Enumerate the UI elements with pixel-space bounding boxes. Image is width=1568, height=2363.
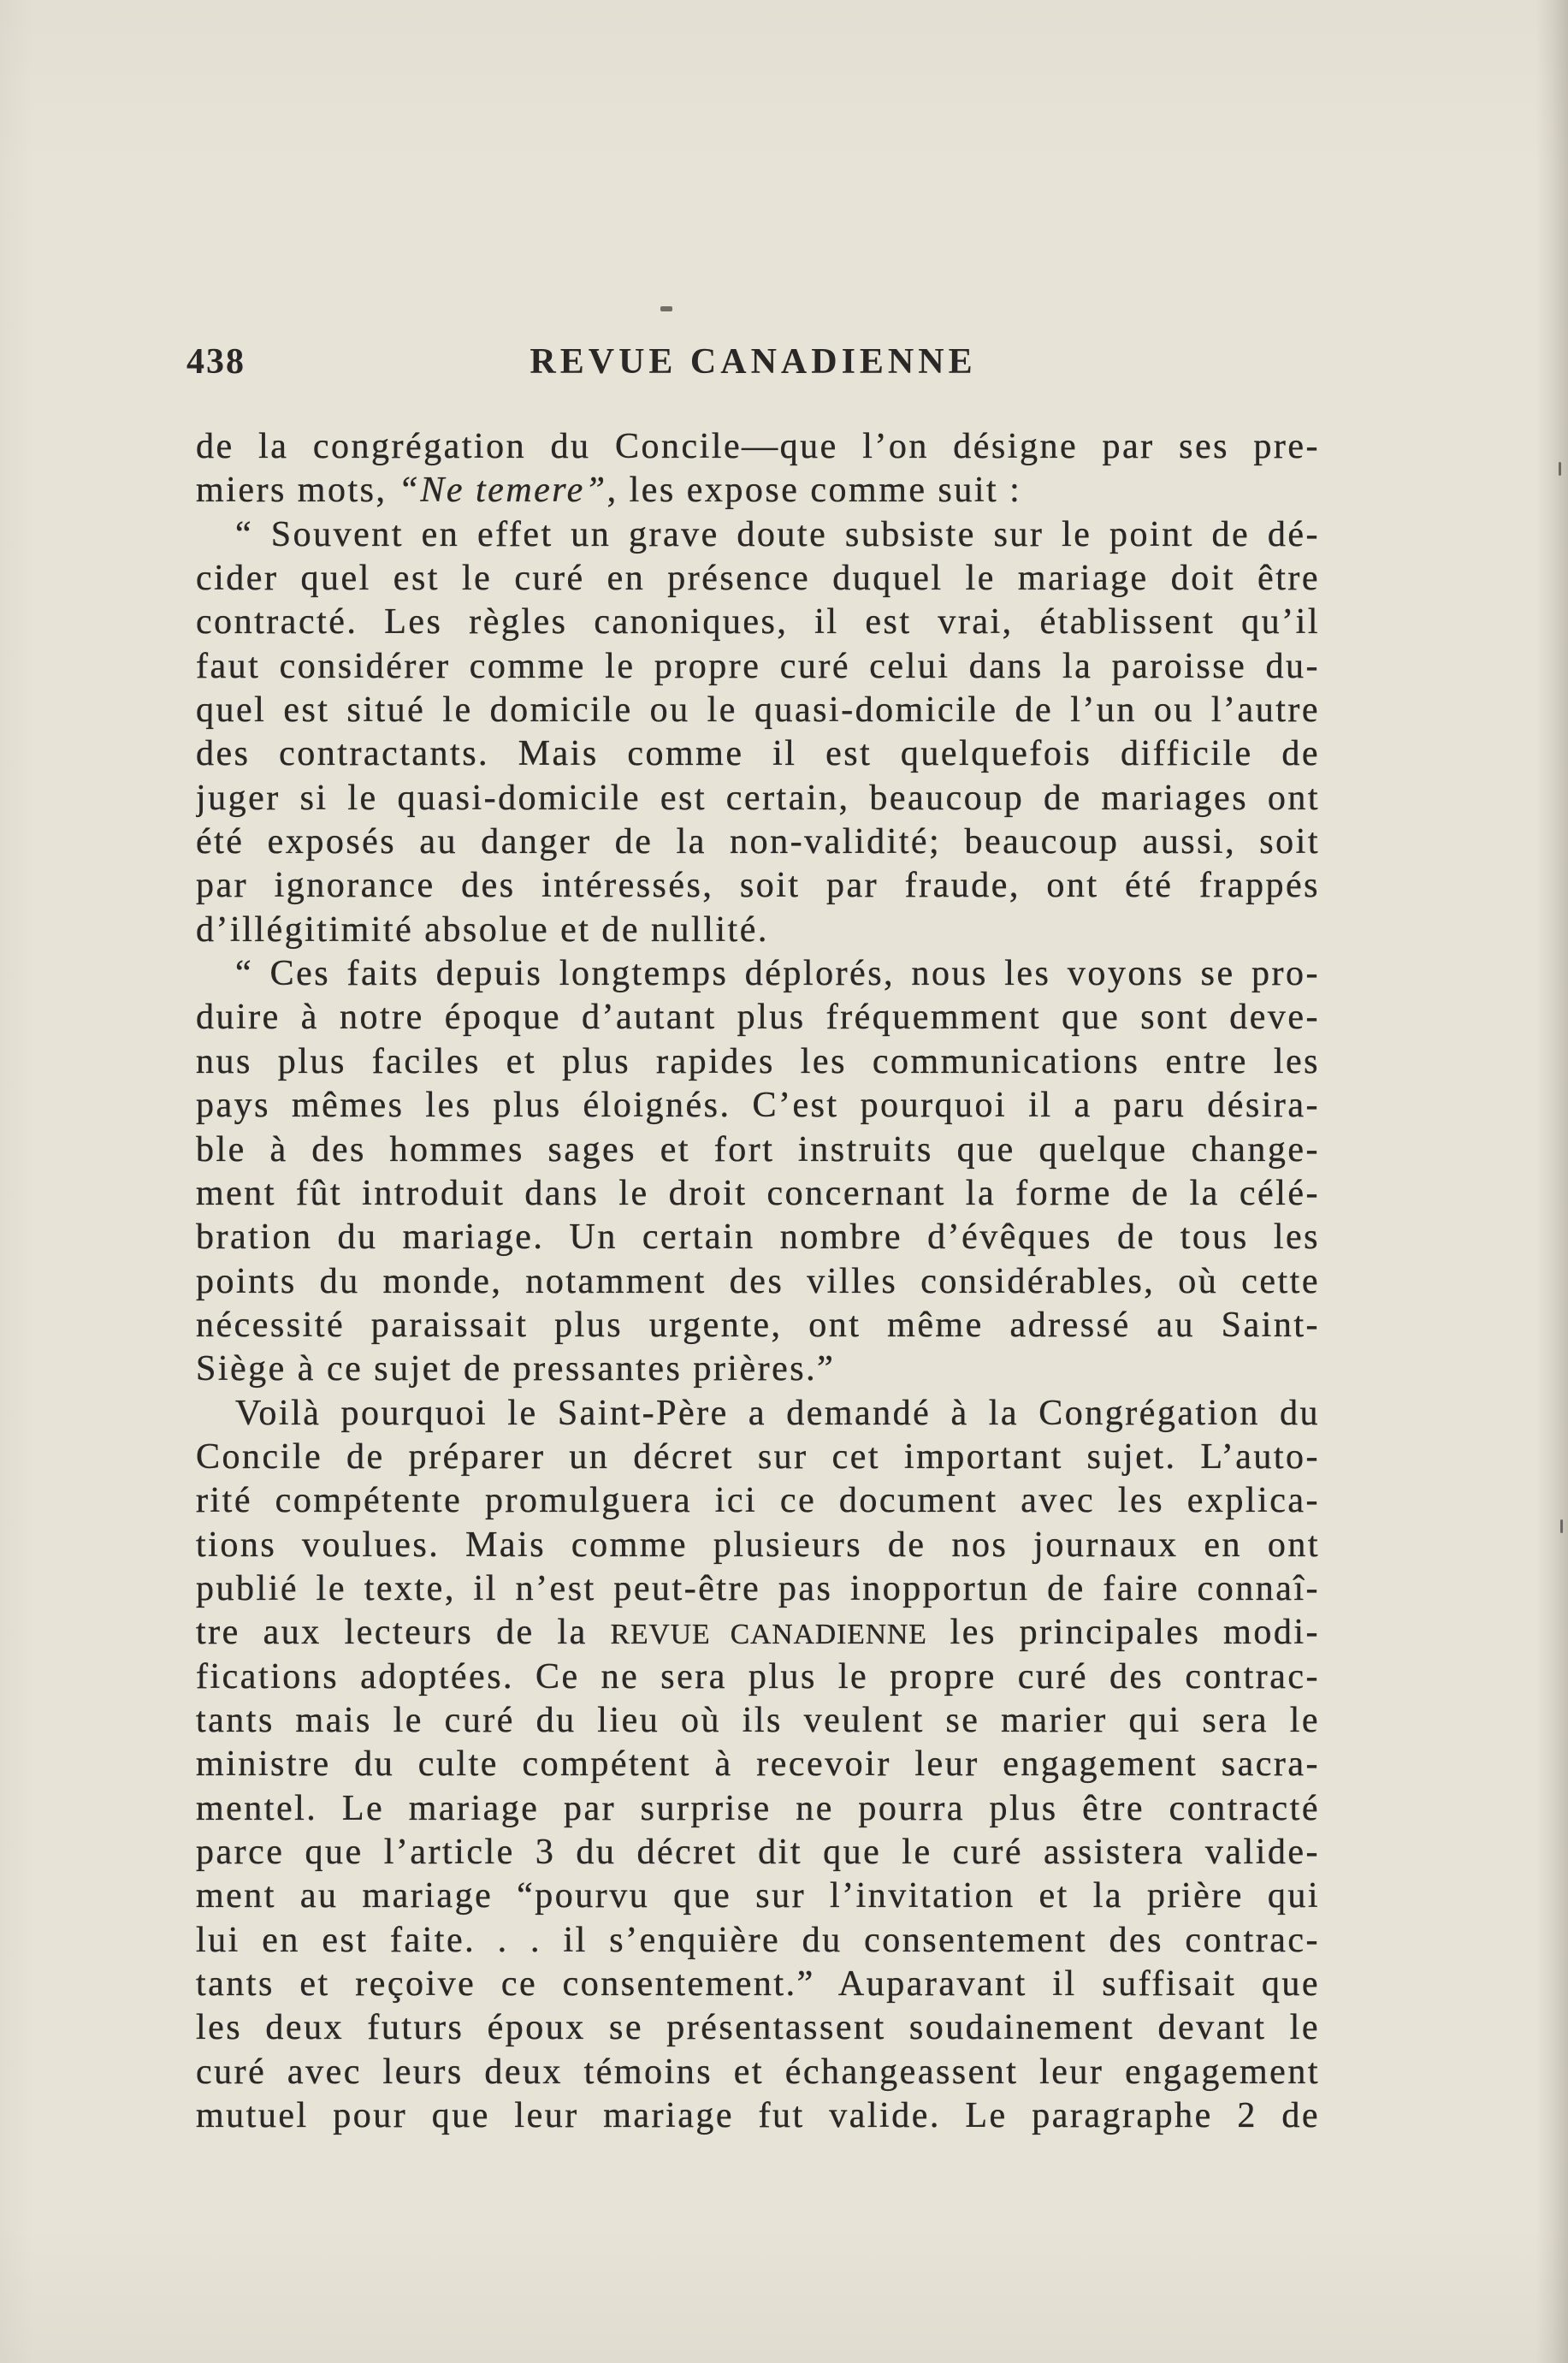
body-text bbox=[196, 425, 1320, 2138]
text-line: nécessité paraissait plus urgente, ont même adressé au Saint- bbox=[196, 1305, 1320, 1345]
text-line: tions voulues. Mais comme plusieurs de nos journaux en ont bbox=[196, 1525, 1320, 1565]
text-line: d’illégitimité absolue et de nullité. bbox=[196, 909, 769, 950]
running-title: REVUE CANADIENNE bbox=[530, 342, 977, 382]
text-line: curé avec leurs deux témoins et échangeassent leur engagement bbox=[196, 2052, 1320, 2092]
text-line: ment au mariage “pourvu que sur l’invitation et la prière qui bbox=[196, 1876, 1320, 1916]
text-line: ministre du culte compétent à recevoir leur engagement sacra- bbox=[196, 1744, 1320, 1785]
text-line: duire à notre époque d’autant plus fréquemment que sont deve- bbox=[196, 998, 1320, 1038]
text-line: ble à des hommes sages et fort instruits que quelque change- bbox=[196, 1129, 1320, 1170]
text-line: Concile de préparer un décret sur cet important sujet. L’auto- bbox=[196, 1436, 1320, 1477]
text-line: pays mêmes les plus éloignés. C’est pourquoi il a paru désira- bbox=[196, 1086, 1320, 1126]
text-line: tants et reçoive ce consentement.” Auparavant il suffisait que bbox=[196, 1964, 1320, 2005]
text-span: tre aux lecteurs de la bbox=[196, 1613, 611, 1653]
text-line: faut considérer comme le propre curé celui dans la paroisse du- bbox=[196, 646, 1320, 686]
text-span: les principales modi- bbox=[926, 1613, 1320, 1653]
italic-phrase: “Ne temere” bbox=[398, 471, 607, 511]
text-line: contracté. Les règles canoniques, il est vrai, établissent qu’il bbox=[196, 602, 1320, 643]
text-line: “ Ces faits depuis longtemps déplorés, nous les voyons se pro- bbox=[235, 954, 1320, 994]
text-line: ment fût introduit dans le droit concernant la forme de la célé- bbox=[196, 1173, 1320, 1213]
text-line: les deux futurs époux se présentassent soudainement devant le bbox=[196, 2008, 1320, 2048]
text-line: tants mais le curé du lieu où ils veulent se marier qui sera le bbox=[196, 1700, 1320, 1740]
text-line: nus plus faciles et plus rapides les communications entre les bbox=[196, 1041, 1320, 1081]
text-line: mutuel pour que leur mariage fut valide. Le paragraphe 2 de bbox=[196, 2096, 1320, 2136]
text-line bbox=[196, 469, 1320, 512]
running-header bbox=[186, 339, 1320, 385]
text-span: , les expose comme suit : bbox=[606, 471, 1022, 511]
small-caps-title: REVUE CANADIENNE bbox=[610, 1619, 927, 1651]
text-line: des contractants. Mais comme il est quelquefois difficile de bbox=[196, 734, 1320, 774]
text-line: juger si le quasi-domicile est certain, beaucoup de mariages ont bbox=[196, 778, 1320, 818]
text-line: points du monde, notamment des villes considérables, où cette bbox=[196, 1261, 1320, 1301]
scan-speck bbox=[660, 306, 672, 311]
text-line: “ Souvent en effet un grave doute subsiste sur le point de dé- bbox=[235, 514, 1320, 554]
text-line: rité compétente promulguera ici ce document avec les explica- bbox=[196, 1481, 1320, 1521]
text-line: parce que l’article 3 du décret dit que le curé assistera valide- bbox=[196, 1833, 1320, 1872]
text-line: fications adoptées. Ce ne sera plus le propre curé des contrac- bbox=[196, 1656, 1320, 1697]
text-line: Siège à ce sujet de pressantes prières.” bbox=[196, 1349, 836, 1389]
text-line: Voilà pourquoi le Saint-Père a demandé à la Congrégation du bbox=[235, 1393, 1320, 1433]
scan-speck bbox=[1559, 462, 1561, 476]
text-line: été exposés au danger de la non-validité; beaucoup aussi, soit bbox=[196, 822, 1320, 862]
text-line: publié le texte, il n’est peut-être pas inopportun de faire connaî- bbox=[196, 1568, 1320, 1608]
text-line: mentel. Le mariage par surprise ne pourra plus être contracté bbox=[196, 1788, 1320, 1828]
page-number: 438 bbox=[186, 342, 246, 382]
text-span: miers mots, bbox=[196, 471, 399, 511]
text-line: quel est situé le domicile ou le quasi-domicile de l’un ou l’autre bbox=[196, 690, 1320, 731]
text-line: lui en est faite. . . il s’enquière du consentement des contrac- bbox=[196, 1920, 1320, 1960]
scan-speck bbox=[1560, 1519, 1563, 1533]
text-line bbox=[196, 1611, 1320, 1655]
text-line: bration du mariage. Un certain nombre d’évêques de tous les bbox=[196, 1217, 1320, 1258]
text-line: par ignorance des intéressés, soit par fraude, ont été frappés bbox=[196, 866, 1320, 906]
text-line: de la congrégation du Concile—que l’on désigne par ses pre- bbox=[196, 427, 1320, 466]
text-line: cider quel est le curé en présence duquel le mariage doit être bbox=[196, 559, 1320, 599]
